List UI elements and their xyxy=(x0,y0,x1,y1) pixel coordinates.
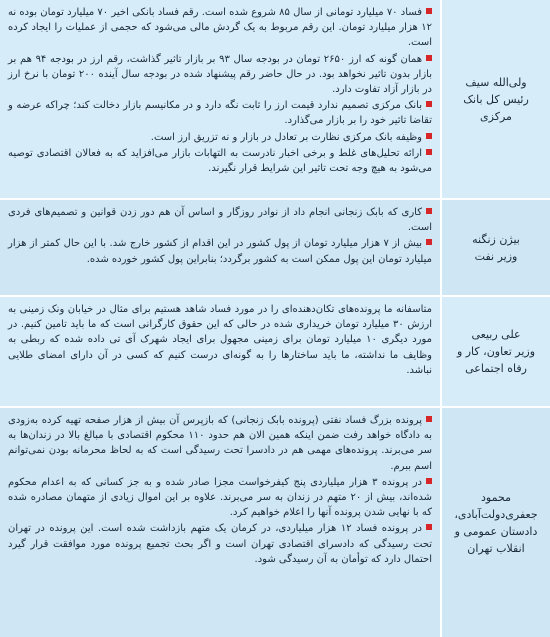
bullet-icon xyxy=(426,55,432,61)
statement-item: همان گونه که ارز ۲۶۵۰ تومان در بودجه سال ۹۳ بر بازار تاثیر گذاشت، رقم ارز در بودجه ۹۴ هم بر بازار بدون تاثیر نخواهد بود. در حال حاضر رقم پیشنهاد شده در بودجه سال آینده ۲۰۰ تومان با نرخ ارز در بازار آزاد تفاوت دارد. xyxy=(8,53,432,96)
statement-cell xyxy=(0,200,440,295)
statement-item: وظیفه بانک مرکزی نظارت بر تعادل در بازار و نه تزریق ارز است. xyxy=(8,130,432,145)
table-row xyxy=(0,408,550,637)
bullet-icon xyxy=(426,149,432,155)
person-name: علی ربیعی xyxy=(471,328,521,341)
bullet-icon xyxy=(426,239,432,245)
bullet-icon xyxy=(426,101,432,107)
bullet-icon xyxy=(426,416,432,422)
person-title: وزیر تعاون، کار و رفاه اجتماعی xyxy=(456,345,536,375)
person-cell xyxy=(440,0,550,198)
statement-item: پرونده بزرگ فساد نفتی (پرونده بابک زنجانی) که بازپرس آن بیش از هزار صفحه تهیه کرده به‌زودی به دادگاه خواهد رفت ضمن اینکه همین الان هم حدود ۱۱۰ محکوم اقتصادی با مبالغ بالا در زندان‌ها به سر می‌برند. پرونده‌های مهمی هم در دادسرا تحت رسیدگی است که به لحاظ محرمانه بودن نمی‌توانم اسم ببرم. xyxy=(8,415,432,472)
table-row xyxy=(0,200,550,297)
bullet-icon xyxy=(426,478,432,484)
person-title: رئیس کل بانک مرکزی xyxy=(463,92,529,123)
statement-item: در پرونده ۳ هزار میلیاردی پنج کیفرخواست مجزا صادر شده و به جز کسانی که به اعدام محکوم شده‌اند، بیش از ۲۰ متهم در زندان به سر می‌برند. علاوه بر این اموال زیادی از متهمان مصادره شده که با نهایی شدن پرونده آنها را اعلام خواهیم کرد. xyxy=(8,476,432,519)
table-row xyxy=(0,0,550,200)
statement-item: بانک مرکزی تصمیم ندارد قیمت ارز را ثابت نگه دارد و در مکانیسم بازار دخالت کند؛ چراکه عرضه و تقاضا تاثیر خود را بر بازار می‌گذارد. xyxy=(8,100,432,127)
statement-item: بیش از ۷ هزار میلیارد تومان از پول کشور در این اقدام از کشور خارج شد. با این حال کمتر از هزار میلیارد تومان این پول ممکن است به کشور برگردد؛ بنابراین پول کشور خورده شده. xyxy=(8,238,432,265)
person-cell xyxy=(440,297,550,406)
person-cell xyxy=(440,408,550,637)
bullet-icon xyxy=(426,8,432,14)
person-name: بیژن زنگنه xyxy=(472,232,520,246)
statement-cell xyxy=(0,297,440,406)
statement-item: ارائه تحلیل‌های غلط و برخی اخبار نادرست به التهابات بازار می‌افزاید که به فعالان اقتصادی توصیه می‌شود به هیچ وجه تحت تاثیر این شرایط قرار نگیرند. xyxy=(8,147,432,175)
person-title: دادستان عمومی و انقلاب تهران xyxy=(454,524,538,555)
statement-item: کاری که بابک زنجانی انجام داد از نوادر روزگار و اساس آن هم دور زدن قوانین و تصمیم‌های فردی است. xyxy=(8,207,432,234)
bullet-icon xyxy=(426,208,432,214)
statement-cell xyxy=(0,408,440,637)
statement-item: در پرونده فساد ۱۲ هزار میلیاردی، در کرمان یک متهم بازداشت شده است. این پرونده در تهران تحت رسیدگی که دادسرای اقتصادی تهران است و اگر بحث تجمیع پرونده مورد موافقت قرار گیرد احتمال دارد که توأمان به آن رسیدگی شود. xyxy=(8,523,432,565)
bullet-icon xyxy=(426,133,432,139)
person-cell xyxy=(440,200,550,295)
statement-paragraph: متاسفانه ما پرونده‌های تکان‌دهنده‌ای را در مورد فساد شاهد هستیم برای مثال در خیابان ونک زمینی به ارزش ۳۰ میلیارد تومان خریداری شده در حالی که این حقوق کارگرانی است که ما باید تامین کنیم. در مورد دیگری ۱۰ میلیارد تومان برای زمینی مجهول برای ایجاد شهرک آی تی داده شده که ربطی به وظایف ما نداشته، ما باید ساختارها را به گونه‌ای درست کنیم که کسی در آن دارای امضای طلایی نباشد. xyxy=(8,304,432,376)
table-row xyxy=(0,297,550,408)
statement-cell xyxy=(0,0,440,198)
person-name: محمود جعفری‌دولت‌آبادی، xyxy=(454,490,538,521)
person-name: ولی‌الله سیف xyxy=(465,75,527,89)
statement-item: فساد ۷۰ میلیارد تومانی از سال ۸۵ شروع شده است. رقم فساد بانکی اخیر ۷۰ میلیارد تومان بوده نه ۱۲ هزار میلیارد تومان. این رقم مربوط به یک گردش مالی می‌شود که حجمی از عملیات را ایجاد کرده است. xyxy=(8,7,432,49)
person-title: وزیر نفت xyxy=(474,249,518,263)
bullet-icon xyxy=(426,524,432,530)
